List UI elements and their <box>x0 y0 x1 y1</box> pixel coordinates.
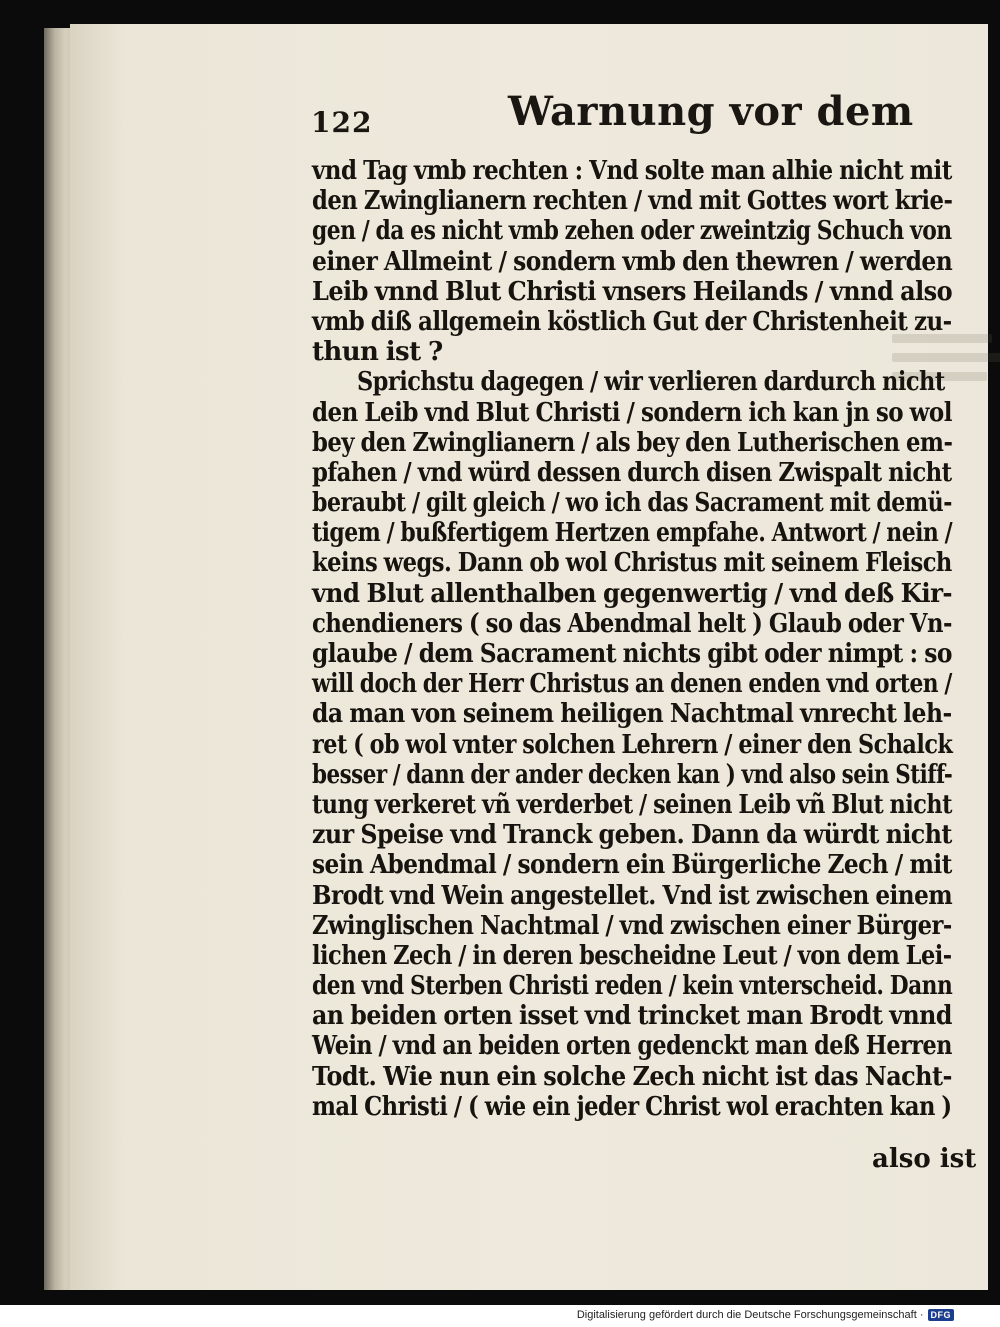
text-line: tung verkeret vñ verderbet / seinen Leib vñ Blut nicht <box>312 789 952 820</box>
text-line: keins wegs. Dann ob wol Christus mit seinem Fleisch <box>312 548 952 579</box>
running-head: Warnung vor dem <box>508 88 914 135</box>
text-line: ret ( ob wol vnter solchen Lehrern / einer den Schalck <box>312 729 953 760</box>
text-line: da man von seinem heiligen Nachtmal vnrecht leh- <box>312 699 952 730</box>
text-line: an beiden orten isset vnd trincket man Brodt vnnd <box>312 1001 952 1032</box>
text-line: glaube / dem Sacrament nichts gibt oder nimpt : so <box>312 639 952 669</box>
text-line: vnd Tag vmb rechten : Vnd solte man alhie nicht mit <box>312 156 952 186</box>
text-line: sein Abendmal / sondern ein Bürgerliche Zech / mit <box>312 850 952 881</box>
funding-notice: Digitalisierung gefördert durch die Deutsche Forschungsgemeinschaft · <box>576 1309 924 1321</box>
text-line: vnd Blut allenthalben gegenwertig / vnd deß Kir- <box>312 578 953 609</box>
paragraph-start-line: Sprichstu dagegen / wir verlieren dardurch nicht <box>356 367 945 398</box>
body-text <box>312 156 952 1122</box>
digitization-footer <box>577 1307 954 1323</box>
text-line: Zwinglischen Nachtmal / vnd zwischen einer Bürger- <box>312 910 952 941</box>
text-line: beraubt / gilt gleich / wo ich das Sacrament mit demü- <box>312 488 952 519</box>
text-line: einer Allmeint / sondern vmb den thewren / werden <box>312 246 953 277</box>
text-line: Wein / vnd an beiden orten gedenckt man deß Herren <box>312 1031 952 1062</box>
text-line: chendieners ( so das Abendmal helt ) Glaub oder Vn- <box>312 608 952 639</box>
dfg-logo: DFG <box>928 1309 955 1321</box>
text-line: will doch der Herr Christus an denen enden vnd orten / <box>312 669 952 700</box>
text-line: besser / dann der ander decken kan ) vnd also sein Stiff- <box>312 759 953 790</box>
text-line: den Zwinglianern rechten / vnd mit Gottes wort krie- <box>312 186 953 217</box>
text-line: thun ist ? <box>312 337 443 368</box>
text-line: Brodt vnd Wein angestellet. Vnd ist zwischen einem <box>312 880 953 911</box>
text-line: Leib vnnd Blut Christi vnsers Heilands / vnnd also <box>312 276 953 307</box>
text-line: vmb diß allgemein köstlich Gut der Christenheit zu- <box>312 306 952 337</box>
text-line: pfahen / vnd würd dessen durch disen Zwispalt nicht <box>312 457 952 488</box>
catchword: also ist <box>872 1144 977 1174</box>
text-line: tigem / bußfertigem Hertzen empfahe. Antwort / nein / <box>312 518 953 549</box>
text-line: den vnd Sterben Christi reden / kein vnterscheid. Dann <box>312 971 953 1002</box>
text-line: Todt. Wie nun ein solche Zech nicht ist das Nacht- <box>312 1061 952 1092</box>
text-line: zur Speise vnd Tranck geben. Dann da würdt nicht <box>312 820 952 851</box>
page-number: 122 <box>311 106 373 139</box>
text-line: gen / da es nicht vmb zehen oder zweintzig Schuch von <box>312 216 952 247</box>
text-line: den Leib vnd Blut Christi / sondern ich kan jn so wol <box>312 397 952 428</box>
text-line: bey den Zwinglianern / als bey den Lutherischen em- <box>312 427 953 458</box>
text-line: lichen Zech / in deren bescheidne Leut / von dem Lei- <box>312 940 952 971</box>
text-line: mal Christi / ( wie ein jeder Christ wol erachten kan ) <box>312 1091 952 1122</box>
page-header <box>240 88 940 152</box>
